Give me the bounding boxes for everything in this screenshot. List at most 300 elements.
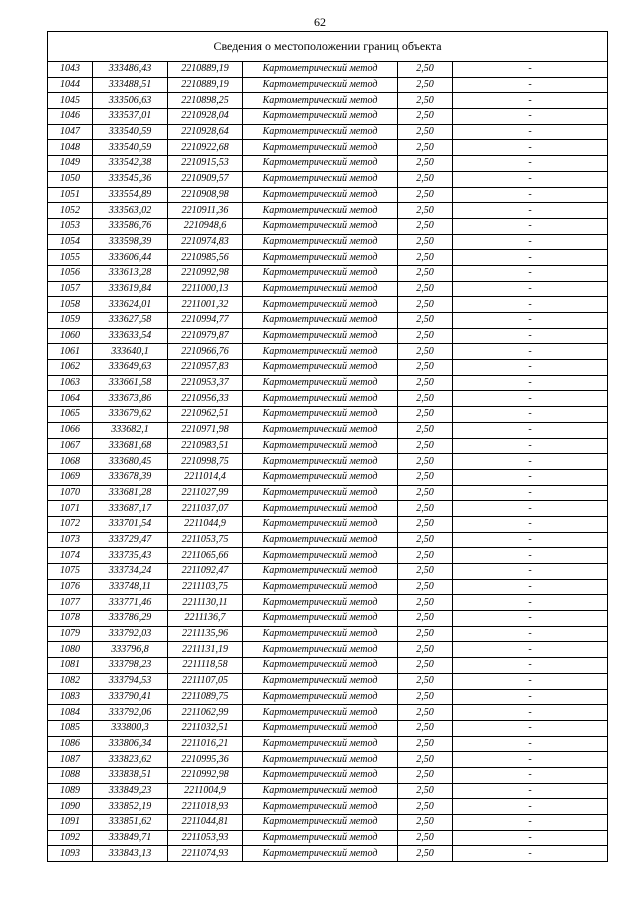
y-coordinate-cell: 2210962,51: [168, 407, 243, 423]
accuracy-cell: 2,50: [398, 375, 453, 391]
table-row: [48, 830, 608, 846]
table-row: [48, 391, 608, 407]
x-coordinate-cell: 333554,89: [93, 187, 168, 203]
method-cell: Картометрический метод: [243, 234, 398, 250]
y-coordinate-cell: 2210983,51: [168, 438, 243, 454]
description-cell: -: [453, 250, 608, 266]
accuracy-cell: 2,50: [398, 469, 453, 485]
x-coordinate-cell: 333679,62: [93, 407, 168, 423]
table-body: [48, 32, 608, 862]
y-coordinate-cell: 2211130,11: [168, 595, 243, 611]
table-row: [48, 203, 608, 219]
page-number: 62: [314, 15, 326, 29]
y-coordinate-cell: 2210928,64: [168, 124, 243, 140]
method-cell: Картометрический метод: [243, 124, 398, 140]
x-coordinate-cell: 333806,34: [93, 736, 168, 752]
accuracy-cell: 2,50: [398, 767, 453, 783]
table-row: [48, 281, 608, 297]
description-cell: -: [453, 846, 608, 862]
x-coordinate-cell: 333542,38: [93, 156, 168, 172]
table-row: [48, 705, 608, 721]
point-number-cell: 1081: [48, 658, 93, 674]
accuracy-cell: 2,50: [398, 313, 453, 329]
x-coordinate-cell: 333678,39: [93, 469, 168, 485]
table-row: [48, 93, 608, 109]
method-cell: Картометрический метод: [243, 328, 398, 344]
x-coordinate-cell: 333800,3: [93, 720, 168, 736]
accuracy-cell: 2,50: [398, 783, 453, 799]
description-cell: -: [453, 203, 608, 219]
accuracy-cell: 2,50: [398, 93, 453, 109]
y-coordinate-cell: 2211016,21: [168, 736, 243, 752]
point-number-cell: 1076: [48, 579, 93, 595]
point-number-cell: 1043: [48, 62, 93, 78]
method-cell: Картометрический метод: [243, 767, 398, 783]
x-coordinate-cell: 333627,58: [93, 313, 168, 329]
y-coordinate-cell: 2210992,98: [168, 265, 243, 281]
point-number-cell: 1079: [48, 626, 93, 642]
y-coordinate-cell: 2211018,93: [168, 799, 243, 815]
method-cell: Картометрический метод: [243, 391, 398, 407]
method-cell: Картометрический метод: [243, 250, 398, 266]
description-cell: -: [453, 720, 608, 736]
description-cell: -: [453, 375, 608, 391]
method-cell: Картометрический метод: [243, 501, 398, 517]
method-cell: Картометрический метод: [243, 783, 398, 799]
description-cell: -: [453, 391, 608, 407]
accuracy-cell: 2,50: [398, 140, 453, 156]
method-cell: Картометрический метод: [243, 281, 398, 297]
accuracy-cell: 2,50: [398, 658, 453, 674]
description-cell: -: [453, 548, 608, 564]
x-coordinate-cell: 333771,46: [93, 595, 168, 611]
y-coordinate-cell: 2211092,47: [168, 564, 243, 580]
description-cell: -: [453, 783, 608, 799]
accuracy-cell: 2,50: [398, 595, 453, 611]
description-cell: -: [453, 156, 608, 172]
accuracy-cell: 2,50: [398, 203, 453, 219]
x-coordinate-cell: 333748,11: [93, 579, 168, 595]
point-number-cell: 1073: [48, 532, 93, 548]
description-cell: -: [453, 579, 608, 595]
point-number-cell: 1060: [48, 328, 93, 344]
method-cell: Картометрический метод: [243, 313, 398, 329]
accuracy-cell: 2,50: [398, 485, 453, 501]
x-coordinate-cell: 333849,23: [93, 783, 168, 799]
y-coordinate-cell: 2210898,25: [168, 93, 243, 109]
description-cell: -: [453, 673, 608, 689]
accuracy-cell: 2,50: [398, 830, 453, 846]
y-coordinate-cell: 2210889,19: [168, 62, 243, 78]
method-cell: Картометрический метод: [243, 736, 398, 752]
y-coordinate-cell: 2211001,32: [168, 297, 243, 313]
x-coordinate-cell: 333701,54: [93, 516, 168, 532]
table-row: [48, 234, 608, 250]
table-row: [48, 344, 608, 360]
description-cell: -: [453, 532, 608, 548]
accuracy-cell: 2,50: [398, 548, 453, 564]
description-cell: -: [453, 501, 608, 517]
x-coordinate-cell: 333796,8: [93, 642, 168, 658]
table-row: [48, 171, 608, 187]
y-coordinate-cell: 2210957,83: [168, 360, 243, 376]
table-row: [48, 516, 608, 532]
table-row: [48, 313, 608, 329]
table-row: [48, 595, 608, 611]
description-cell: -: [453, 767, 608, 783]
table-row: [48, 485, 608, 501]
accuracy-cell: 2,50: [398, 815, 453, 831]
point-number-cell: 1053: [48, 218, 93, 234]
point-number-cell: 1071: [48, 501, 93, 517]
description-cell: -: [453, 705, 608, 721]
table-row: [48, 265, 608, 281]
description-cell: -: [453, 265, 608, 281]
table-row: [48, 250, 608, 266]
x-coordinate-cell: 333624,01: [93, 297, 168, 313]
y-coordinate-cell: 2211136,7: [168, 611, 243, 627]
point-number-cell: 1087: [48, 752, 93, 768]
method-cell: Картометрический метод: [243, 642, 398, 658]
y-coordinate-cell: 2210992,98: [168, 767, 243, 783]
point-number-cell: 1084: [48, 705, 93, 721]
method-cell: Картометрический метод: [243, 548, 398, 564]
method-cell: Картометрический метод: [243, 171, 398, 187]
point-number-cell: 1045: [48, 93, 93, 109]
point-number-cell: 1066: [48, 422, 93, 438]
description-cell: -: [453, 171, 608, 187]
method-cell: Картометрический метод: [243, 752, 398, 768]
x-coordinate-cell: 333682,1: [93, 422, 168, 438]
method-cell: Картометрический метод: [243, 203, 398, 219]
y-coordinate-cell: 2211062,99: [168, 705, 243, 721]
y-coordinate-cell: 2211037,07: [168, 501, 243, 517]
method-cell: Картометрический метод: [243, 579, 398, 595]
y-coordinate-cell: 2211044,81: [168, 815, 243, 831]
accuracy-cell: 2,50: [398, 438, 453, 454]
y-coordinate-cell: 2210915,53: [168, 156, 243, 172]
accuracy-cell: 2,50: [398, 360, 453, 376]
description-cell: -: [453, 752, 608, 768]
description-cell: -: [453, 281, 608, 297]
description-cell: -: [453, 77, 608, 93]
y-coordinate-cell: 2211044,9: [168, 516, 243, 532]
y-coordinate-cell: 2211000,13: [168, 281, 243, 297]
table-row: [48, 218, 608, 234]
point-number-cell: 1044: [48, 77, 93, 93]
method-cell: Картометрический метод: [243, 93, 398, 109]
accuracy-cell: 2,50: [398, 611, 453, 627]
accuracy-cell: 2,50: [398, 799, 453, 815]
description-cell: -: [453, 109, 608, 125]
point-number-cell: 1077: [48, 595, 93, 611]
method-cell: Картометрический метод: [243, 673, 398, 689]
method-cell: Картометрический метод: [243, 265, 398, 281]
x-coordinate-cell: 333792,03: [93, 626, 168, 642]
y-coordinate-cell: 2210909,57: [168, 171, 243, 187]
method-cell: Картометрический метод: [243, 595, 398, 611]
x-coordinate-cell: 333790,41: [93, 689, 168, 705]
x-coordinate-cell: 333798,23: [93, 658, 168, 674]
y-coordinate-cell: 2211004,9: [168, 783, 243, 799]
table-row: [48, 532, 608, 548]
x-coordinate-cell: 333613,28: [93, 265, 168, 281]
y-coordinate-cell: 2210948,6: [168, 218, 243, 234]
description-cell: -: [453, 469, 608, 485]
point-number-cell: 1093: [48, 846, 93, 862]
method-cell: Картометрический метод: [243, 469, 398, 485]
x-coordinate-cell: 333563,02: [93, 203, 168, 219]
y-coordinate-cell: 2211027,99: [168, 485, 243, 501]
y-coordinate-cell: 2210985,56: [168, 250, 243, 266]
description-cell: -: [453, 93, 608, 109]
x-coordinate-cell: 333786,29: [93, 611, 168, 627]
description-cell: -: [453, 815, 608, 831]
method-cell: Картометрический метод: [243, 407, 398, 423]
accuracy-cell: 2,50: [398, 736, 453, 752]
accuracy-cell: 2,50: [398, 642, 453, 658]
point-number-cell: 1065: [48, 407, 93, 423]
y-coordinate-cell: 2211103,75: [168, 579, 243, 595]
table-row: [48, 156, 608, 172]
point-number-cell: 1046: [48, 109, 93, 125]
x-coordinate-cell: 333540,59: [93, 124, 168, 140]
description-cell: -: [453, 328, 608, 344]
accuracy-cell: 2,50: [398, 626, 453, 642]
point-number-cell: 1055: [48, 250, 93, 266]
accuracy-cell: 2,50: [398, 187, 453, 203]
point-number-cell: 1080: [48, 642, 93, 658]
description-cell: -: [453, 124, 608, 140]
accuracy-cell: 2,50: [398, 846, 453, 862]
description-cell: -: [453, 407, 608, 423]
description-cell: -: [453, 360, 608, 376]
y-coordinate-cell: 2210974,83: [168, 234, 243, 250]
y-coordinate-cell: 2210995,36: [168, 752, 243, 768]
method-cell: Картометрический метод: [243, 658, 398, 674]
description-cell: -: [453, 297, 608, 313]
table-row: [48, 438, 608, 454]
description-cell: -: [453, 658, 608, 674]
table-row: [48, 799, 608, 815]
point-number-cell: 1085: [48, 720, 93, 736]
y-coordinate-cell: 2210998,75: [168, 454, 243, 470]
point-number-cell: 1086: [48, 736, 93, 752]
point-number-cell: 1058: [48, 297, 93, 313]
description-cell: -: [453, 595, 608, 611]
x-coordinate-cell: 333640,1: [93, 344, 168, 360]
x-coordinate-cell: 333729,47: [93, 532, 168, 548]
point-number-cell: 1092: [48, 830, 93, 846]
y-coordinate-cell: 2210971,98: [168, 422, 243, 438]
x-coordinate-cell: 333598,39: [93, 234, 168, 250]
method-cell: Картометрический метод: [243, 422, 398, 438]
accuracy-cell: 2,50: [398, 705, 453, 721]
method-cell: Картометрический метод: [243, 626, 398, 642]
y-coordinate-cell: 2211118,58: [168, 658, 243, 674]
description-cell: -: [453, 438, 608, 454]
accuracy-cell: 2,50: [398, 124, 453, 140]
method-cell: Картометрический метод: [243, 564, 398, 580]
description-cell: -: [453, 422, 608, 438]
method-cell: Картометрический метод: [243, 720, 398, 736]
point-number-cell: 1059: [48, 313, 93, 329]
accuracy-cell: 2,50: [398, 752, 453, 768]
y-coordinate-cell: 2210908,98: [168, 187, 243, 203]
method-cell: Картометрический метод: [243, 156, 398, 172]
y-coordinate-cell: 2210966,76: [168, 344, 243, 360]
y-coordinate-cell: 2210979,87: [168, 328, 243, 344]
accuracy-cell: 2,50: [398, 281, 453, 297]
y-coordinate-cell: 2211089,75: [168, 689, 243, 705]
accuracy-cell: 2,50: [398, 234, 453, 250]
method-cell: Картометрический метод: [243, 705, 398, 721]
table-row: [48, 187, 608, 203]
table-row: [48, 375, 608, 391]
x-coordinate-cell: 333792,06: [93, 705, 168, 721]
table-row: [48, 564, 608, 580]
point-number-cell: 1047: [48, 124, 93, 140]
table-row: [48, 720, 608, 736]
description-cell: -: [453, 62, 608, 78]
x-coordinate-cell: 333486,43: [93, 62, 168, 78]
x-coordinate-cell: 333545,36: [93, 171, 168, 187]
point-number-cell: 1083: [48, 689, 93, 705]
table-row: [48, 642, 608, 658]
description-cell: -: [453, 611, 608, 627]
description-cell: -: [453, 516, 608, 532]
y-coordinate-cell: 2211053,93: [168, 830, 243, 846]
point-number-cell: 1051: [48, 187, 93, 203]
point-number-cell: 1052: [48, 203, 93, 219]
point-number-cell: 1082: [48, 673, 93, 689]
x-coordinate-cell: 333852,19: [93, 799, 168, 815]
description-cell: -: [453, 344, 608, 360]
table-row: [48, 767, 608, 783]
table-row: [48, 297, 608, 313]
accuracy-cell: 2,50: [398, 297, 453, 313]
accuracy-cell: 2,50: [398, 454, 453, 470]
y-coordinate-cell: 2211131,19: [168, 642, 243, 658]
point-number-cell: 1061: [48, 344, 93, 360]
x-coordinate-cell: 333849,71: [93, 830, 168, 846]
method-cell: Картометрический метод: [243, 799, 398, 815]
x-coordinate-cell: 333734,24: [93, 564, 168, 580]
y-coordinate-cell: 2210928,04: [168, 109, 243, 125]
accuracy-cell: 2,50: [398, 218, 453, 234]
table-row: [48, 140, 608, 156]
description-cell: -: [453, 736, 608, 752]
point-number-cell: 1063: [48, 375, 93, 391]
table-row: [48, 360, 608, 376]
table-title: Сведения о местоположении границ объекта: [48, 32, 608, 62]
table-row: [48, 328, 608, 344]
x-coordinate-cell: 333673,86: [93, 391, 168, 407]
description-cell: -: [453, 642, 608, 658]
table-row: [48, 501, 608, 517]
accuracy-cell: 2,50: [398, 109, 453, 125]
point-number-cell: 1075: [48, 564, 93, 580]
method-cell: Картометрический метод: [243, 140, 398, 156]
description-cell: -: [453, 626, 608, 642]
table-row: [48, 689, 608, 705]
method-cell: Картометрический метод: [243, 344, 398, 360]
x-coordinate-cell: 333633,54: [93, 328, 168, 344]
table-row: [48, 815, 608, 831]
table-row: [48, 783, 608, 799]
method-cell: Картометрический метод: [243, 360, 398, 376]
point-number-cell: 1067: [48, 438, 93, 454]
point-number-cell: 1072: [48, 516, 93, 532]
x-coordinate-cell: 333586,76: [93, 218, 168, 234]
point-number-cell: 1054: [48, 234, 93, 250]
y-coordinate-cell: 2211135,96: [168, 626, 243, 642]
method-cell: Картометрический метод: [243, 611, 398, 627]
accuracy-cell: 2,50: [398, 673, 453, 689]
accuracy-cell: 2,50: [398, 391, 453, 407]
y-coordinate-cell: 2210956,33: [168, 391, 243, 407]
table-row: [48, 736, 608, 752]
accuracy-cell: 2,50: [398, 422, 453, 438]
point-number-cell: 1090: [48, 799, 93, 815]
point-number-cell: 1048: [48, 140, 93, 156]
method-cell: Картометрический метод: [243, 516, 398, 532]
method-cell: Картометрический метод: [243, 297, 398, 313]
method-cell: Картометрический метод: [243, 846, 398, 862]
accuracy-cell: 2,50: [398, 62, 453, 78]
accuracy-cell: 2,50: [398, 532, 453, 548]
y-coordinate-cell: 2210922,68: [168, 140, 243, 156]
x-coordinate-cell: 333619,84: [93, 281, 168, 297]
description-cell: -: [453, 313, 608, 329]
accuracy-cell: 2,50: [398, 156, 453, 172]
x-coordinate-cell: 333838,51: [93, 767, 168, 783]
accuracy-cell: 2,50: [398, 265, 453, 281]
method-cell: Картометрический метод: [243, 187, 398, 203]
accuracy-cell: 2,50: [398, 328, 453, 344]
table-row: [48, 124, 608, 140]
y-coordinate-cell: 2210994,77: [168, 313, 243, 329]
point-number-cell: 1070: [48, 485, 93, 501]
table-row: [48, 846, 608, 862]
description-cell: -: [453, 218, 608, 234]
description-cell: -: [453, 564, 608, 580]
y-coordinate-cell: 2211014,4: [168, 469, 243, 485]
table-row: [48, 579, 608, 595]
x-coordinate-cell: 333851,62: [93, 815, 168, 831]
y-coordinate-cell: 2211053,75: [168, 532, 243, 548]
x-coordinate-cell: 333488,51: [93, 77, 168, 93]
table-header-row: [48, 32, 608, 62]
description-cell: -: [453, 454, 608, 470]
table-row: [48, 109, 608, 125]
point-number-cell: 1078: [48, 611, 93, 627]
point-number-cell: 1069: [48, 469, 93, 485]
accuracy-cell: 2,50: [398, 689, 453, 705]
accuracy-cell: 2,50: [398, 407, 453, 423]
x-coordinate-cell: 333681,68: [93, 438, 168, 454]
point-number-cell: 1062: [48, 360, 93, 376]
method-cell: Картометрический метод: [243, 454, 398, 470]
method-cell: Картометрический метод: [243, 830, 398, 846]
y-coordinate-cell: 2211032,51: [168, 720, 243, 736]
accuracy-cell: 2,50: [398, 516, 453, 532]
x-coordinate-cell: 333649,63: [93, 360, 168, 376]
point-number-cell: 1068: [48, 454, 93, 470]
x-coordinate-cell: 333661,58: [93, 375, 168, 391]
y-coordinate-cell: 2210889,19: [168, 77, 243, 93]
y-coordinate-cell: 2210911,36: [168, 203, 243, 219]
